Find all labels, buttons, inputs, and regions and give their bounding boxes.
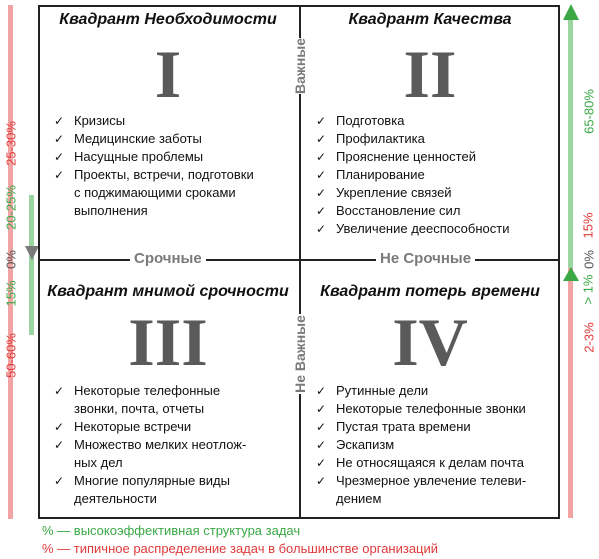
list-item: ✓ Укрепление связей [314, 184, 554, 202]
legend-green: % — высокоэффективная структура задач [42, 523, 301, 538]
list-item: ✓ Рутинные дели [314, 382, 554, 400]
list-item: ✓ Медицинские заботы [52, 130, 292, 148]
left-green-bar-lower [29, 265, 34, 335]
q2-list [314, 112, 554, 238]
left-pct-q3-green: 15% [3, 280, 19, 307]
q1-list [52, 112, 292, 220]
list-item: ✓ Восстановление сил [314, 202, 554, 220]
right-pct-q4-red: 2-3% [581, 322, 597, 353]
axis-important: Важные [292, 37, 308, 94]
q4-list [314, 382, 554, 508]
q2-roman: II [403, 36, 457, 112]
list-item: ✓ Эскапизм [314, 436, 554, 454]
right-green-bar [568, 18, 573, 268]
list-item: ✓ Многие популярные виды деятельности [52, 472, 292, 508]
list-item: ✓ Прояснение ценностей [314, 148, 554, 166]
q3-title: Квадрант мнимой срочности [47, 283, 289, 300]
left-pct-zero: 0% [3, 250, 19, 269]
right-pct-q4-green: > 1% [580, 274, 596, 305]
right-arrow-up-icon [563, 4, 579, 20]
right-pct-q2-green: 65-80% [581, 89, 597, 134]
q3-roman: III [128, 304, 208, 380]
right-pct-zero: 0% [581, 250, 597, 269]
axis-not-important: Не Важные [292, 315, 308, 393]
list-item: ✓ Проекты, встречи, подготовки с поджимающими сроками выполнения [52, 166, 292, 220]
right-red-bar [568, 268, 573, 518]
right-arrow-up-icon-2 [563, 267, 579, 281]
axis-urgent: Срочные [130, 250, 206, 267]
q2-title: Квадрант Качества [348, 11, 512, 28]
right-pct-q2-red: 15% [580, 212, 596, 239]
left-pct-q3-red: 50-60% [3, 333, 19, 378]
list-item: ✓ Подготовка [314, 112, 554, 130]
list-item: ✓ Насущные проблемы [52, 148, 292, 166]
list-item: ✓ Некоторые телефонные звонки [314, 400, 554, 418]
list-item: ✓ Профилактика [314, 130, 554, 148]
list-item: ✓ Некоторые телефонные звонки, почта, отчеты [52, 382, 292, 418]
q1-title: Квадрант Необходимости [59, 11, 277, 28]
left-arrow-down-icon [25, 246, 39, 260]
list-item: ✓ Увеличение дееспособности [314, 220, 554, 238]
q3-list [52, 382, 292, 508]
list-item: ✓ Множество мелких неотлож- ных дел [52, 436, 292, 472]
left-pct-q1-green: 20-25% [3, 185, 19, 230]
list-item: ✓ Пустая трата времени [314, 418, 554, 436]
list-item: ✓ Кризисы [52, 112, 292, 130]
axis-not-urgent: Не Срочные [376, 250, 475, 267]
list-item: ✓ Не относящаяся к делам почта [314, 454, 554, 472]
legend-red: % — типичное распределение задач в большинстве организаций [42, 541, 439, 556]
q4-title: Квадрант потерь времени [320, 283, 540, 300]
left-pct-q1-red: 25-30% [3, 121, 19, 166]
q1-roman: I [154, 36, 182, 112]
q4-roman: IV [392, 304, 468, 380]
list-item: ✓ Планирование [314, 166, 554, 184]
list-item: ✓ Некоторые встречи [52, 418, 292, 436]
list-item: ✓ Чрезмерное увлечение телеви- дением [314, 472, 554, 508]
